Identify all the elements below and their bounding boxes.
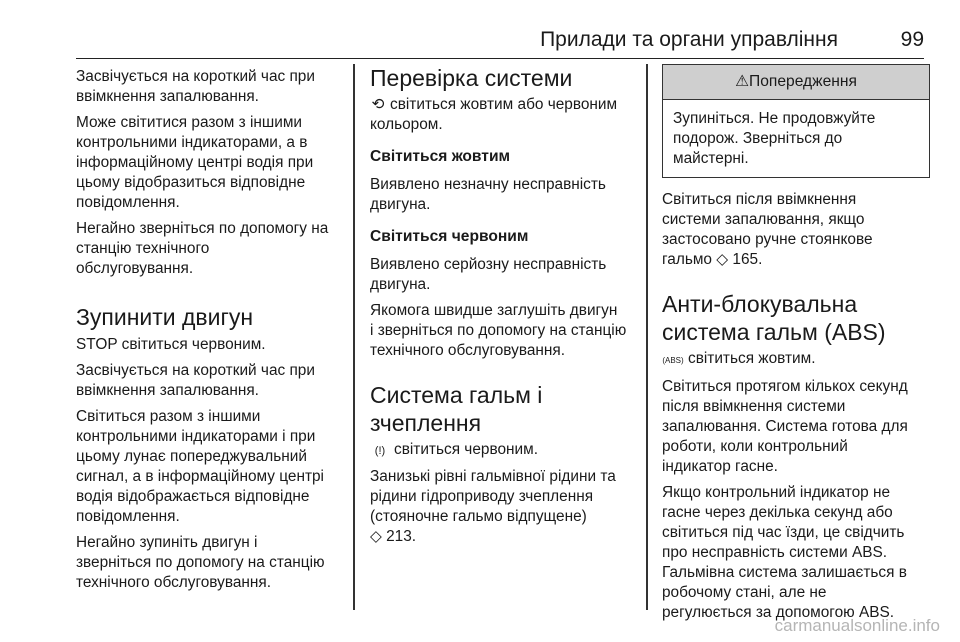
page-number: 99 (900, 28, 924, 51)
column-divider-2 (646, 64, 648, 610)
page-reference-icon: ◇ (370, 528, 382, 545)
paragraph: Якомога швидше заглушіть двигун і зверніться по допомогу на станцію технічного обслуговування. (370, 302, 627, 359)
subheading-yellow: Світиться жовтим (370, 148, 511, 165)
warning-header (663, 65, 929, 100)
paragraph: Виявлено незначну несправність двигуна. (370, 176, 606, 213)
paragraph: Світиться разом з іншими контрольними індикаторами і при цьому лунає попереджувальний сигнал, а в інформаційному центрі водія відображається відповідне повідомлення. (76, 408, 324, 525)
column-2 (370, 64, 638, 553)
paragraph: (ABS) світиться жовтим. (662, 349, 930, 371)
paragraph: STOP світиться червоним. (76, 336, 266, 353)
brake-warning-icon: (!) (374, 445, 386, 457)
warning-body: Зупиніться. Не продовжуйте подорож. Зверніться до майстерні. (673, 110, 876, 167)
paragraph: Може світитися разом з іншими контрольними індикаторами, а в інформаційному центрі водія при цьому відобразиться відповідне повідомлення. (76, 114, 314, 211)
column-3 (662, 64, 930, 629)
paragraph: Негайно зверніться по допомогу на станцію технічного обслуговування. (76, 220, 329, 277)
subheading-red: Світиться червоним (370, 228, 529, 245)
page-reference[interactable]: 165. (732, 251, 763, 268)
section-heading-abs: Анти-блокувальна система гальм (ABS) (662, 291, 886, 345)
paragraph: Якщо контрольний індикатор не гасне через декілька секунд або світиться під час їзди, це свідчить про несправність системи ABS. Гальмівна система залишається в робочому стані, але не регулюється за допомогою ABS. (662, 484, 907, 621)
section-heading-stop-engine: Зупинити двигун (76, 304, 254, 330)
header-title: Прилади та органи управління (540, 28, 838, 51)
page-header (76, 24, 924, 59)
paragraph: ⟲ світиться жовтим або червоним кольором. (370, 96, 618, 133)
page-reference[interactable]: 213. (386, 528, 417, 545)
column-1 (76, 64, 344, 599)
warning-title: Попередження (749, 73, 857, 90)
section-heading-system-check: Перевірка системи (370, 65, 573, 91)
paragraph: Світиться протягом кількох секунд після ввімкнення системи запалювання. Система готова для роботи, коли контрольний індикатор гасне. (662, 378, 908, 475)
warning-box (662, 64, 930, 178)
paragraph: Виявлено серйозну несправність двигуна. (370, 256, 607, 293)
paragraph: Занизькі рівні гальмівної рідини та рідини гідроприводу зчеплення (стояночне гальмо відпущене) ◇ 213. (370, 468, 616, 545)
column-divider-1 (353, 64, 355, 610)
warning-triangle-icon: ⚠ (735, 73, 750, 90)
paragraph: Засвічується на короткий час при ввімкнення запалювання. (76, 68, 315, 105)
paragraph: Світиться після ввімкнення системи запалювання, якщо застосовано ручне стоянкове гальмо ◇ 165. (662, 191, 873, 268)
paragraph: (!) світиться червоним. (370, 440, 638, 461)
abs-icon: (ABS) (662, 356, 684, 365)
paragraph: Засвічується на короткий час при ввімкнення запалювання. (76, 362, 315, 399)
engine-check-icon: ⟲ (371, 96, 385, 113)
paragraph: Негайно зупиніть двигун і зверніться по допомогу на станцію технічного обслуговування. (76, 534, 325, 591)
page-reference-icon: ◇ (716, 251, 729, 268)
section-heading-brakes-clutch: Система гальм і зчеплення (370, 382, 543, 436)
watermark: carmanualsonline.info (774, 616, 940, 635)
